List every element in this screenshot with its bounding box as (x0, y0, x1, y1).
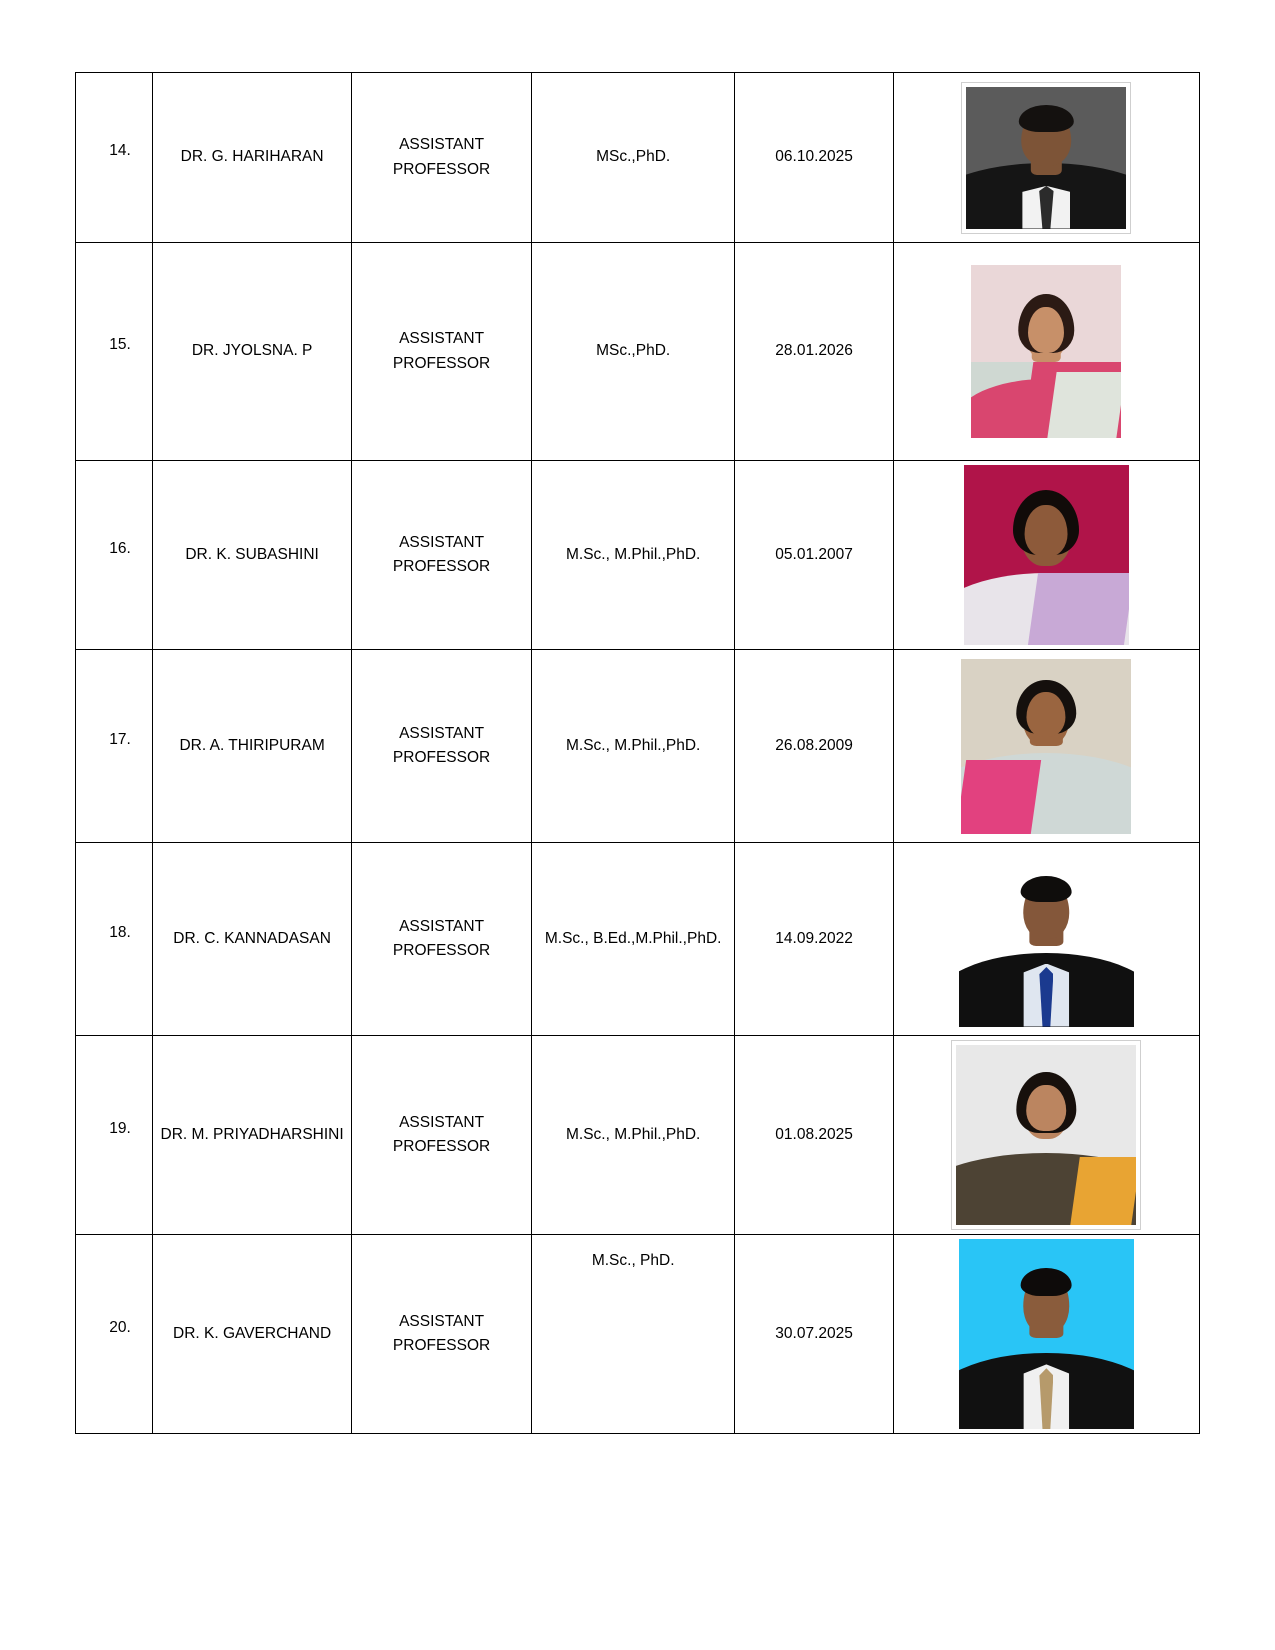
row-serial-number: 20. (76, 1235, 153, 1434)
row-faculty-name: DR. A. THIRIPURAM (153, 650, 352, 843)
portrait-photo-jyolsna (971, 265, 1121, 438)
faculty-table (75, 72, 1200, 1434)
table-row (76, 650, 1200, 843)
row-qualification: M.Sc., M.Phil.,PhD. (531, 461, 734, 650)
row-designation: ASSISTANT PROFESSOR (352, 243, 532, 461)
portrait-photo-priyadharshini (951, 1040, 1141, 1230)
row-photo-cell (893, 843, 1199, 1036)
table-row (76, 73, 1200, 243)
row-designation: ASSISTANT PROFESSOR (352, 1235, 532, 1434)
row-joining-date: 01.08.2025 (735, 1036, 893, 1235)
row-qualification: M.Sc., PhD. (531, 1235, 734, 1434)
row-designation: ASSISTANT PROFESSOR (352, 73, 532, 243)
row-joining-date: 30.07.2025 (735, 1235, 893, 1434)
row-photo-cell (893, 243, 1199, 461)
table-row (76, 1235, 1200, 1434)
row-joining-date: 05.01.2007 (735, 461, 893, 650)
row-faculty-name: DR. K. SUBASHINI (153, 461, 352, 650)
row-designation: ASSISTANT PROFESSOR (352, 650, 532, 843)
row-joining-date: 06.10.2025 (735, 73, 893, 243)
table-row (76, 461, 1200, 650)
portrait-photo-gaverchand (959, 1239, 1134, 1429)
row-faculty-name: DR. JYOLSNA. P (153, 243, 352, 461)
row-photo-cell (893, 1235, 1199, 1434)
row-photo-cell (893, 73, 1199, 243)
row-designation: ASSISTANT PROFESSOR (352, 461, 532, 650)
row-designation: ASSISTANT PROFESSOR (352, 1036, 532, 1235)
row-serial-number: 18. (76, 843, 153, 1036)
table-row (76, 843, 1200, 1036)
row-serial-number: 14. (76, 73, 153, 243)
table-row (76, 1036, 1200, 1235)
portrait-photo-kannadasan (959, 852, 1134, 1027)
row-qualification: M.Sc., M.Phil.,PhD. (531, 1036, 734, 1235)
row-photo-cell (893, 1036, 1199, 1235)
row-photo-cell (893, 650, 1199, 843)
row-joining-date: 28.01.2026 (735, 243, 893, 461)
faculty-table-body (76, 73, 1200, 1434)
row-serial-number: 17. (76, 650, 153, 843)
row-qualification: M.Sc., B.Ed.,M.Phil.,PhD. (531, 843, 734, 1036)
row-joining-date: 26.08.2009 (735, 650, 893, 843)
row-faculty-name: DR. C. KANNADASAN (153, 843, 352, 1036)
row-faculty-name: DR. K. GAVERCHAND (153, 1235, 352, 1434)
table-row (76, 243, 1200, 461)
row-faculty-name: DR. M. PRIYADHARSHINI (153, 1036, 352, 1235)
row-qualification: MSc.,PhD. (531, 73, 734, 243)
portrait-photo-subashini (964, 465, 1129, 645)
row-designation: ASSISTANT PROFESSOR (352, 843, 532, 1036)
portrait-photo-hariharan (961, 82, 1131, 234)
row-serial-number: 16. (76, 461, 153, 650)
row-qualification: MSc.,PhD. (531, 243, 734, 461)
row-photo-cell (893, 461, 1199, 650)
row-joining-date: 14.09.2022 (735, 843, 893, 1036)
row-serial-number: 15. (76, 243, 153, 461)
row-qualification: M.Sc., M.Phil.,PhD. (531, 650, 734, 843)
portrait-photo-thiripuram (961, 659, 1131, 834)
row-serial-number: 19. (76, 1036, 153, 1235)
row-faculty-name: DR. G. HARIHARAN (153, 73, 352, 243)
